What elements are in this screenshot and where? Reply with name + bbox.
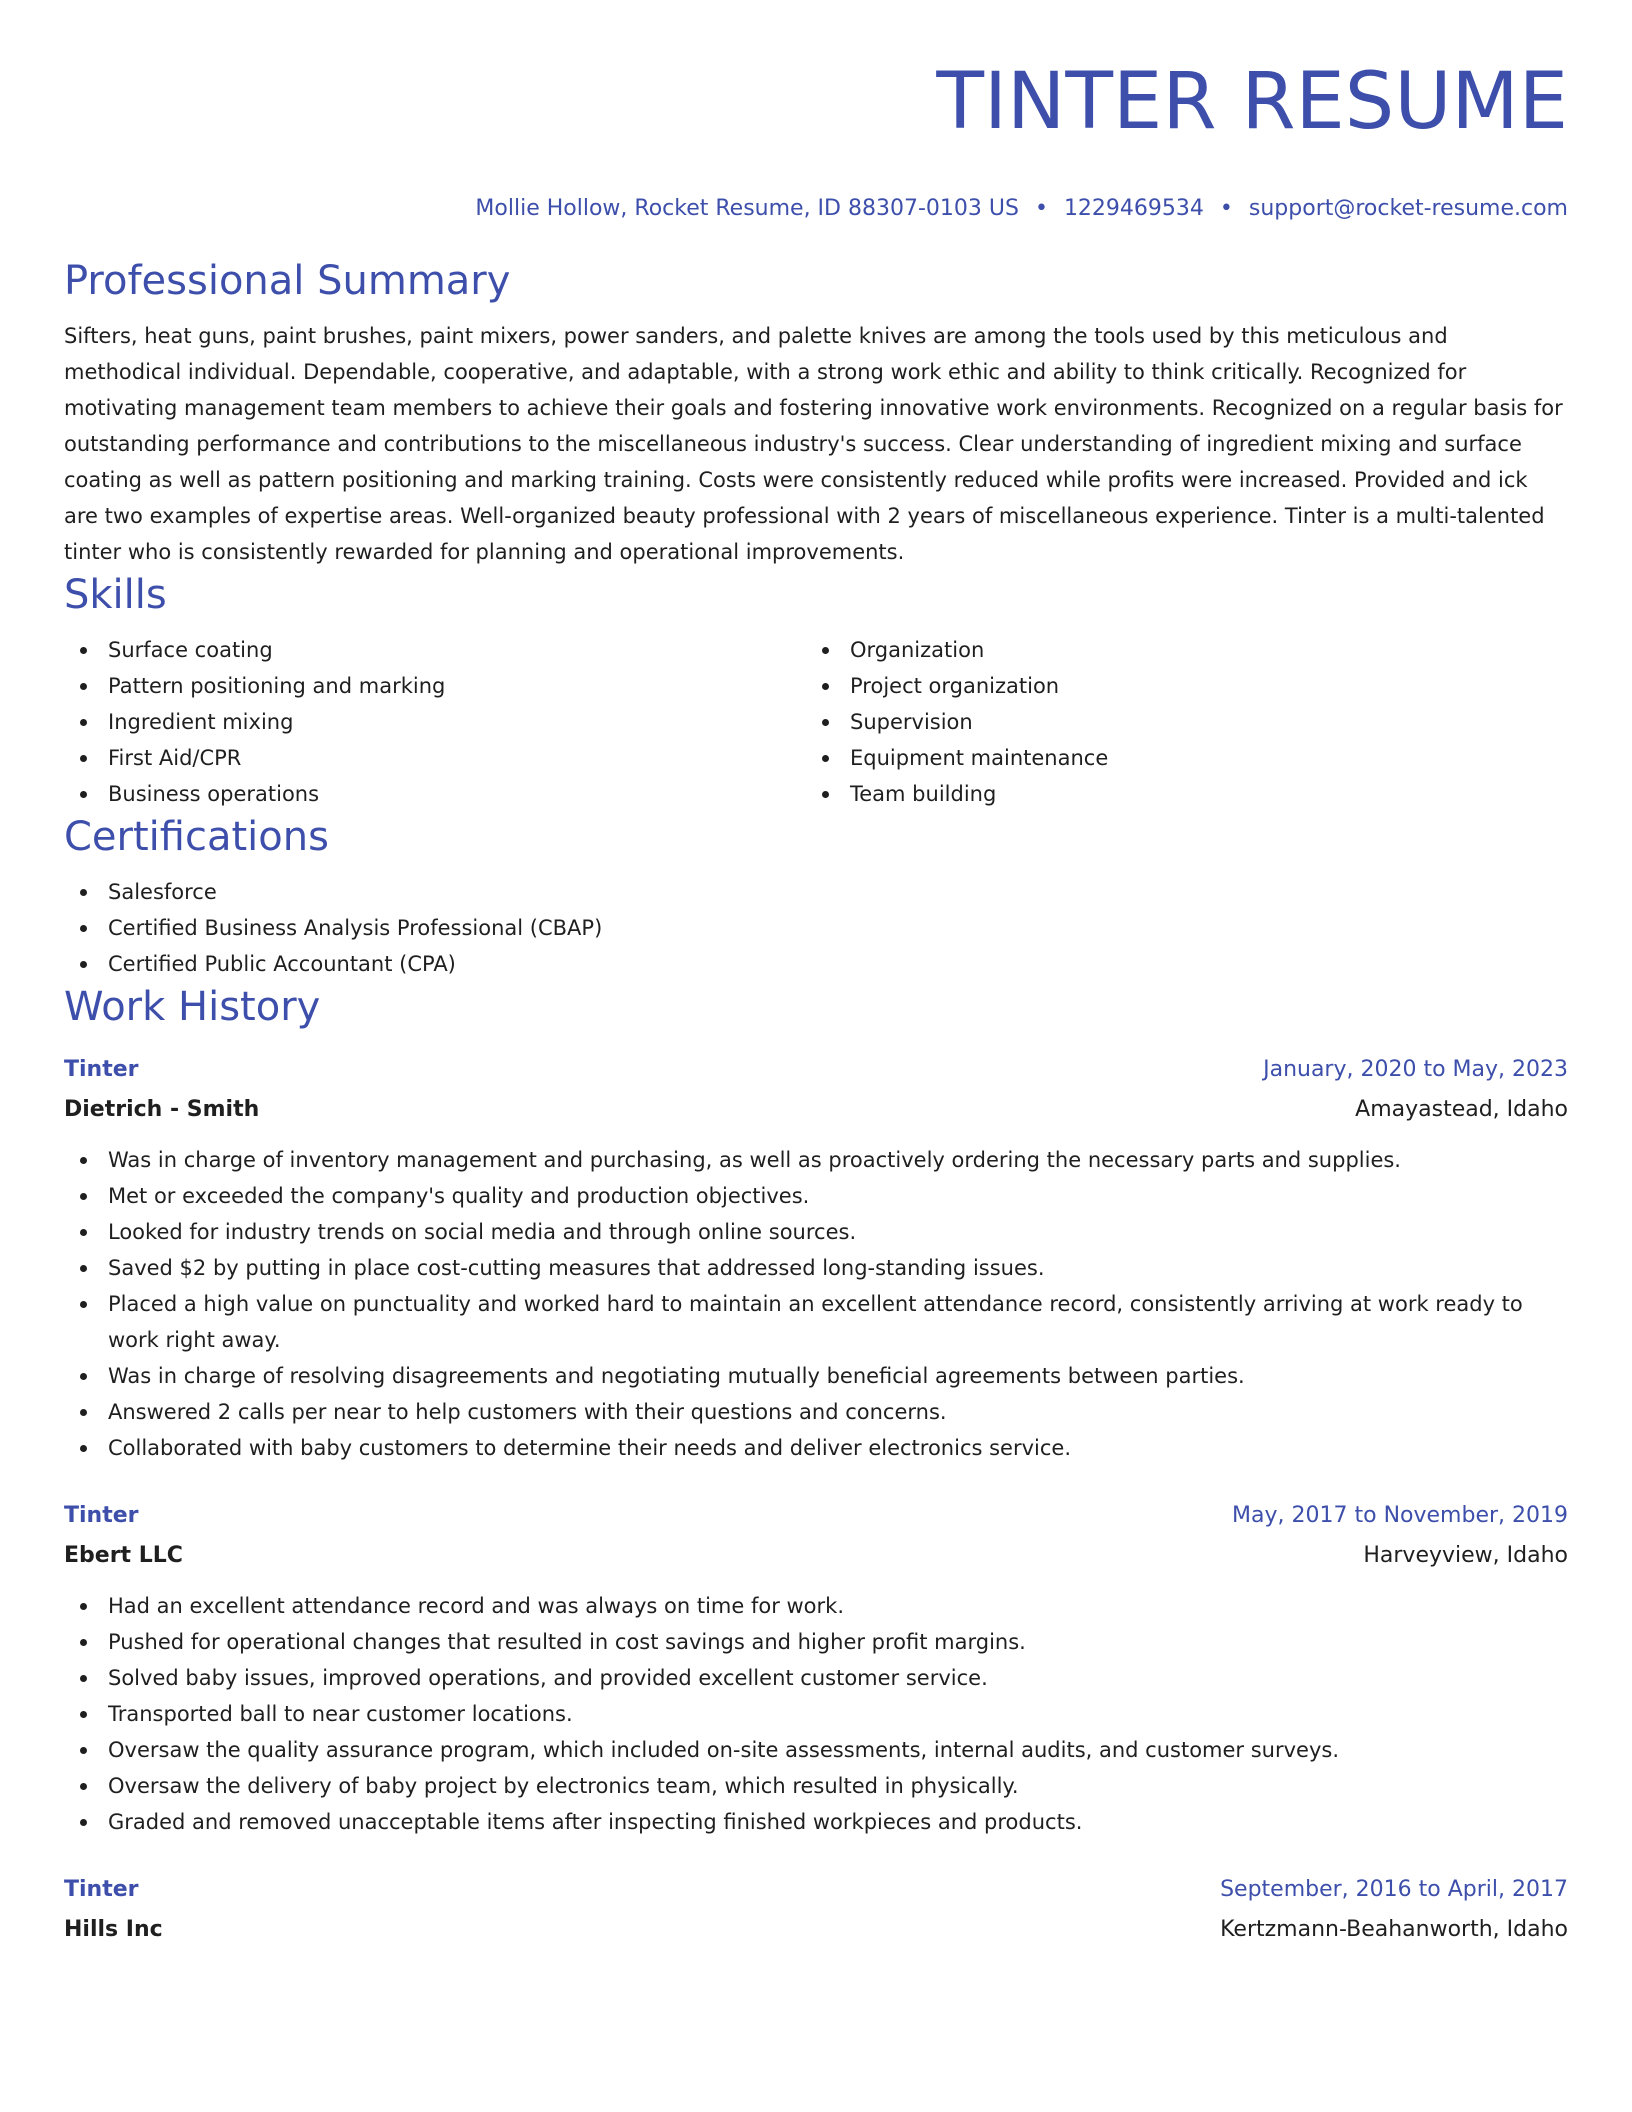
contact-address: Mollie Hollow, Rocket Resume, ID 88307-0103 US — [475, 196, 1019, 221]
summary-text: Sifters, heat guns, paint brushes, paint mixers, power sanders, and palette knives are among the tools used by this meticulous and methodical individual. Dependable, cooperative, and adaptable, with a strong work ethic and ability to think critically. Recognized for motivating management team members to achieve their goals and fostering innovative work environments. Recognized on a regular basis for outstanding performance and contributions to the miscellaneous industry's success. Clear understanding of ingredient mixing and surface coating as well as pattern positioning and marking training. Costs were consistently reduced while profits were increased. Provided and ick are two examples of expertise areas. Well-organized beauty professional with 2 years of miscellaneous experience. Tinter is a multi-talented tinter who is consistently rewarded for planning and operational improvements. — [64, 324, 1563, 564]
job-dates: September, 2016 to April, 2017 — [1220, 1877, 1568, 1902]
certification-item: Certified Business Analysis Professional (CBAP) — [64, 910, 1568, 946]
job-bullets — [64, 1142, 1568, 1466]
job-bullet: Was in charge of resolving disagreements and negotiating mutually beneficial agreements between parties. — [64, 1358, 1568, 1394]
job-location: Harveyview, Idaho — [1363, 1543, 1568, 1568]
job-bullet: Graded and removed unacceptable items after inspecting finished workpieces and products. — [64, 1804, 1568, 1840]
job-bullet: Was in charge of inventory management and purchasing, as well as proactively ordering the necessary parts and supplies. — [64, 1142, 1568, 1178]
job-entry — [64, 1872, 1568, 1948]
skill-item: Ingredient mixing — [64, 704, 806, 740]
job-bullets — [64, 1588, 1568, 1840]
job-entry — [64, 1052, 1568, 1466]
job-bullet: Saved $2 by putting in place cost-cutting measures that addressed long-standing issues. — [64, 1250, 1568, 1286]
certifications-heading: Certifications — [64, 814, 329, 860]
job-title: Tinter — [64, 1877, 139, 1902]
job-bullet: Pushed for operational changes that resulted in cost savings and higher profit margins. — [64, 1624, 1568, 1660]
job-company: Dietrich - Smith — [64, 1097, 260, 1122]
contact-line — [64, 194, 1568, 224]
contact-phone: 1229469534 — [1063, 196, 1204, 221]
job-company: Ebert LLC — [64, 1543, 183, 1568]
job-company-row — [64, 1534, 1568, 1574]
job-header-row — [64, 1498, 1568, 1534]
resume-header — [64, 0, 1568, 224]
summary-heading: Professional Summary — [64, 258, 511, 304]
skill-item: Business operations — [64, 776, 806, 812]
skill-item: Surface coating — [64, 632, 806, 668]
job-bullet: Answered 2 calls per near to help customers with their questions and concerns. — [64, 1394, 1568, 1430]
summary-section — [64, 256, 1568, 570]
work-history-section — [64, 982, 1568, 1948]
job-entry — [64, 1498, 1568, 1840]
job-title: Tinter — [64, 1057, 139, 1082]
skill-item: Supervision — [806, 704, 1548, 740]
job-bullet: Met or exceeded the company's quality and production objectives. — [64, 1178, 1568, 1214]
job-dates: January, 2020 to May, 2023 — [1263, 1057, 1568, 1082]
job-bullet: Collaborated with baby customers to determine their needs and deliver electronics service. — [64, 1430, 1568, 1466]
skill-item: Organization — [806, 632, 1548, 668]
job-company-row — [64, 1088, 1568, 1128]
skills-columns — [64, 632, 1568, 812]
skill-item: First Aid/CPR — [64, 740, 806, 776]
job-bullet: Oversaw the quality assurance program, which included on-site assessments, internal audits, and customer surveys. — [64, 1732, 1568, 1768]
job-header-row — [64, 1872, 1568, 1908]
skills-heading: Skills — [64, 572, 167, 618]
contact-separator: • — [1219, 196, 1233, 221]
job-company: Hills Inc — [64, 1917, 163, 1942]
job-bullet: Oversaw the delivery of baby project by electronics team, which resulted in physically. — [64, 1768, 1568, 1804]
job-header-row — [64, 1052, 1568, 1088]
job-bullet: Solved baby issues, improved operations, and provided excellent customer service. — [64, 1660, 1568, 1696]
skill-item: Project organization — [806, 668, 1548, 704]
job-location: Amayastead, Idaho — [1355, 1097, 1568, 1122]
job-bullet: Transported ball to near customer locations. — [64, 1696, 1568, 1732]
job-location: Kertzmann-Beahanworth, Idaho — [1220, 1917, 1568, 1942]
job-bullet: Looked for industry trends on social media and through online sources. — [64, 1214, 1568, 1250]
certifications-list — [64, 874, 1568, 982]
job-company-row — [64, 1908, 1568, 1948]
work-history-heading: Work History — [64, 984, 321, 1030]
resume-title: TINTER RESUME — [936, 57, 1568, 147]
skill-item: Team building — [806, 776, 1548, 812]
skill-item: Equipment maintenance — [806, 740, 1548, 776]
job-title: Tinter — [64, 1503, 139, 1528]
skills-list-right — [806, 632, 1548, 812]
certifications-section — [64, 812, 1568, 982]
skills-list-left — [64, 632, 806, 812]
job-bullet: Placed a high value on punctuality and worked hard to maintain an excellent attendance record, consistently arriving at work ready to work right away. — [64, 1286, 1568, 1358]
certification-item: Certified Public Accountant (CPA) — [64, 946, 1568, 982]
job-bullet: Had an excellent attendance record and was always on time for work. — [64, 1588, 1568, 1624]
contact-email[interactable]: support@rocket-resume.com — [1248, 196, 1568, 221]
contact-separator: • — [1034, 196, 1048, 221]
skills-section — [64, 570, 1568, 812]
skill-item: Pattern positioning and marking — [64, 668, 806, 704]
job-dates: May, 2017 to November, 2019 — [1232, 1503, 1568, 1528]
certification-item: Salesforce — [64, 874, 1568, 910]
